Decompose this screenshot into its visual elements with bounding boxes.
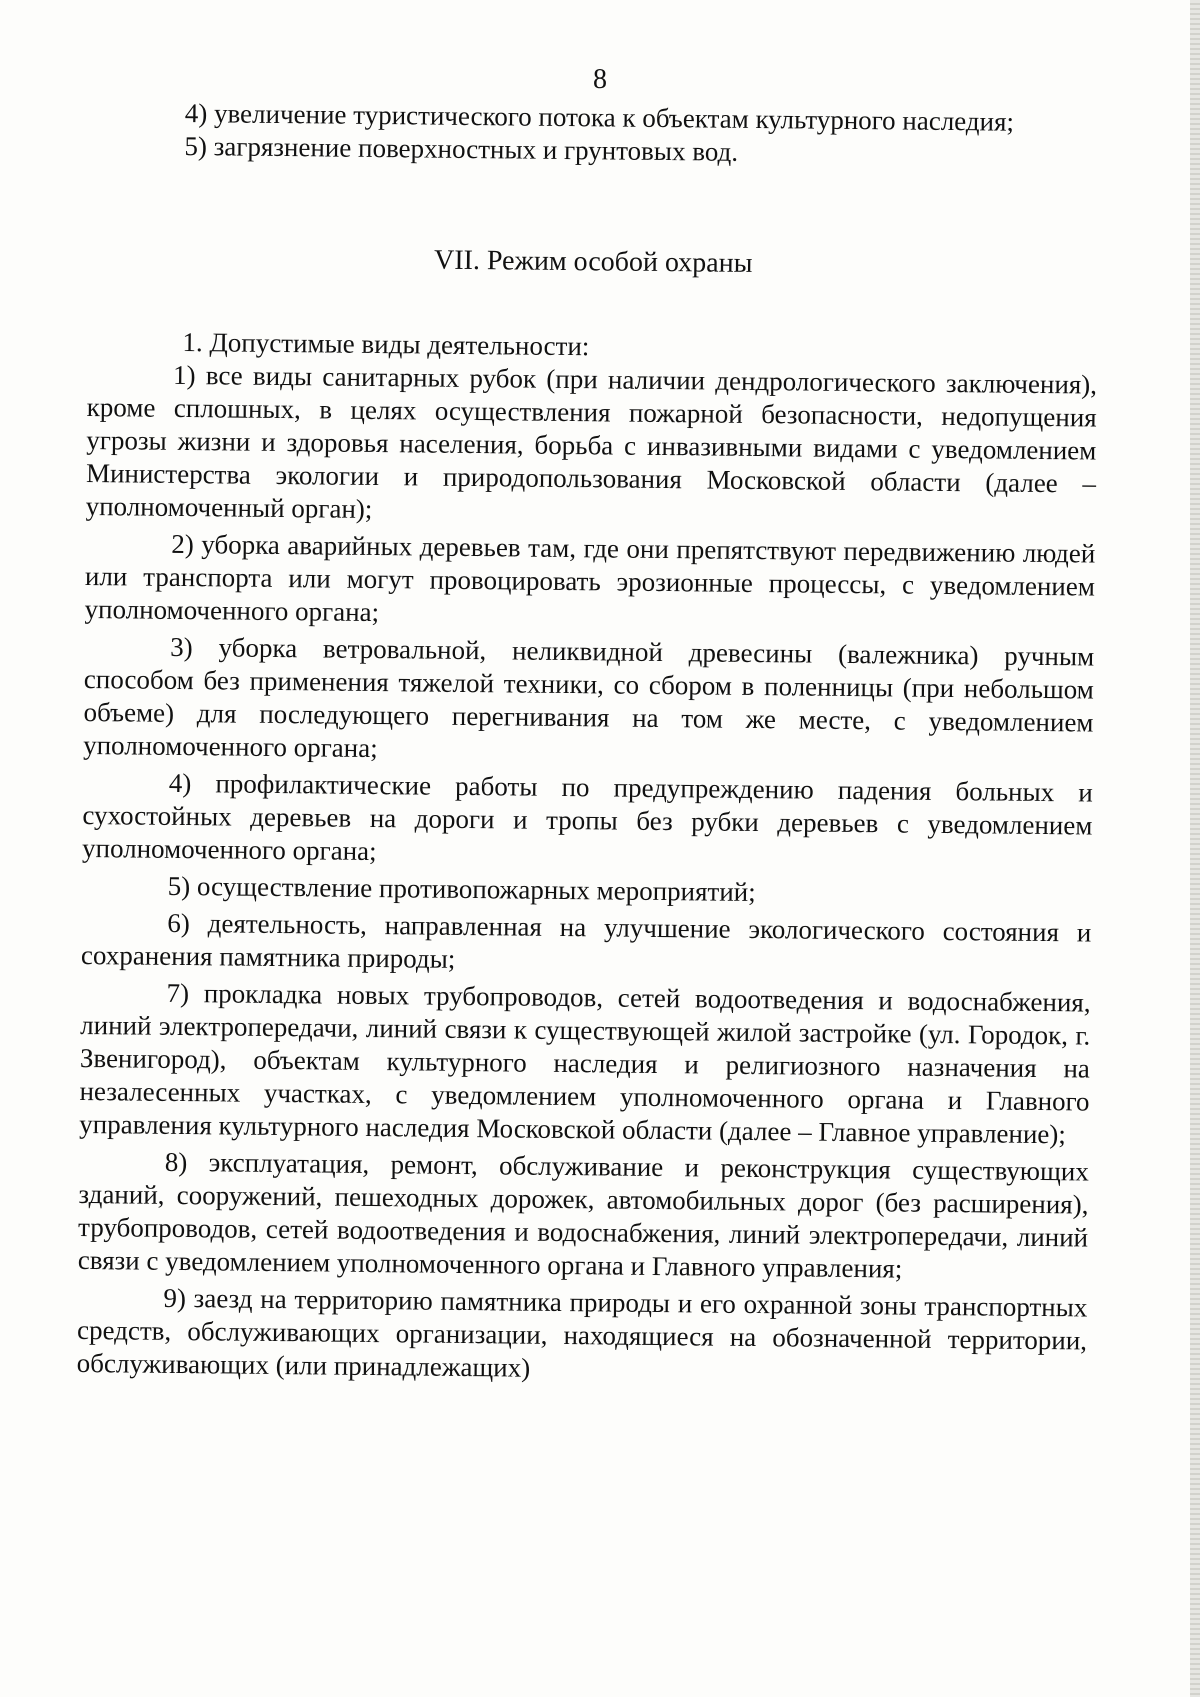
- list-item-2: 2) уборка аварийных деревьев там, где они препятствуют передвижению людей или транспорта или могут провоцировать эрозионные процессы, с уведомлением уполномоченного органа;: [84, 528, 1096, 628]
- intro-item-4: 4) увеличение туристического потока к объектам культурного наследия;: [184, 97, 1015, 137]
- scan-edge: [1190, 0, 1200, 1697]
- list-item-7: 7) прокладка новых трубопроводов, сетей водоотведения и водоснабжения, линий электропередачи, линий связи к существующей жилой застройке (ул. Городок, г. Звенигород), объектам культурного наследия и религиозного назначения на незалесенных участках, с уведомлением уполномоченного органа и Главного управления культурного наследия Московской области (далее – Главное управление);: [79, 977, 1091, 1150]
- list-item-3: 3) уборка ветровальной, неликвидной древесины (валежника) ручным способом без применения тяжелой техники, со сбором в поленницы (при небольшом объеме) для последующего перегнивания на том же месте, с уведомлением уполномоченного органа;: [83, 631, 1095, 764]
- list-item-8: 8) эксплуатация, ремонт, обслуживание и реконструкция существующих зданий, сооружений, пешеходных дорожек, автомобильных дорог (без расширения), трубопроводов, сетей водоотведения и водоснабжения, линий электропередачи, линий связи с уведомлением уполномоченного органа и Главного управления;: [77, 1146, 1089, 1284]
- list-item-1: 1) все виды санитарных рубок (при наличии дендрологического заключения), кроме сплошных, в целях осуществления пожарной безопасности, недопущения угрозы жизни и здоровья населения, борьба с инвазивными видами с уведомлением Министерства экологии и природопользования Московской области (далее – уполномоченный орган);: [85, 359, 1098, 524]
- subsection-title: 1. Допустимые виды деятельности:: [182, 326, 590, 362]
- list-item-6: 6) деятельность, направленная на улучшение экологического состояния и сохранения памятника природы;: [80, 907, 1092, 974]
- intro-item-5: 5) загрязнение поверхностных и грунтовых вод.: [184, 130, 739, 167]
- document-body: [77, 96, 1100, 1391]
- list-item-5: 5) осуществление противопожарных мероприятий;: [167, 870, 756, 908]
- list-item-9: 9) заезд на территорию памятника природы и его охранной зоны транспортных средств, обслуживающих организации, находящиеся на обозначенной территории, обслуживающих (или принадлежащих): [76, 1282, 1088, 1383]
- list-item-4: 4) профилактические работы по предупреждению падения больных и сухостойных деревьев на дороги и тропы без рубки деревьев с уведомлением уполномоченного органа;: [81, 767, 1093, 867]
- section-heading: VII. Режим особой охраны: [433, 244, 753, 279]
- page-number: 8: [593, 64, 607, 95]
